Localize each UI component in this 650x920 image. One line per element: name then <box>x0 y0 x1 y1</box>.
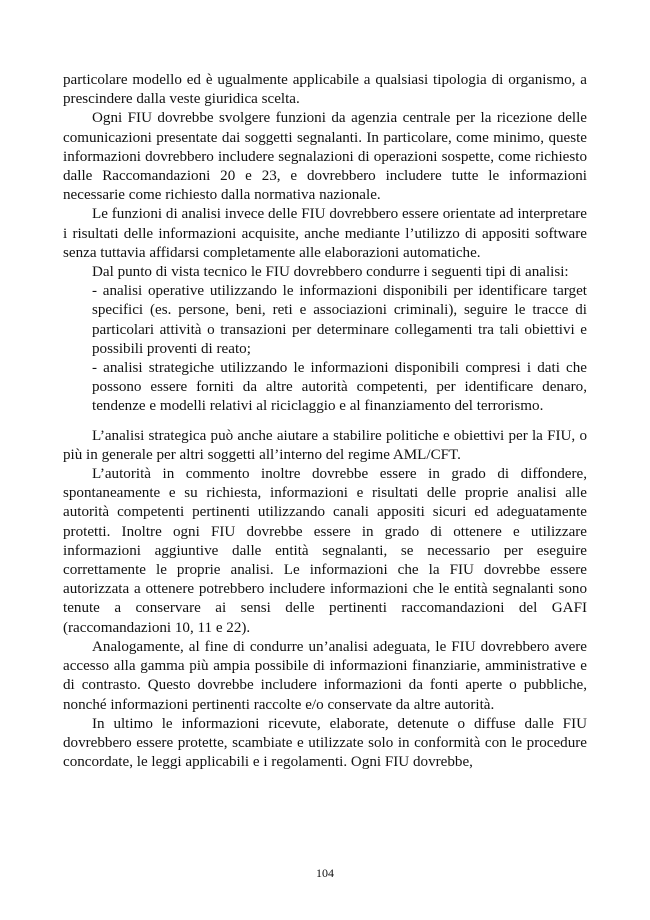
paragraph: L’autorità in commento inoltre dovrebbe essere in grado di diffondere, spontaneamente e su richiesta, informazioni e risultati delle proprie analisi alle autorità competenti pertinenti utilizzando canali appositi sicuri ed adeguatamente protetti. Inoltre ogni FIU dovrebbe essere in grado di ottenere e utilizzare informazioni aggiuntive dalle entità segnalanti, se necessario per eseguire correttamente le proprie analisi. Le informazioni che la FIU dovrebbe essere autorizzata a ottenere potrebbero includere informazioni che le entità segnalanti sono tenute a conservare ai sensi delle pertinenti raccomandazioni del GAFI (raccomandazioni 10, 11 e 22). <box>63 466 587 636</box>
paragraph: particolare modello ed è ugualmente applicabile a qualsiasi tipologia di organismo, a prescindere dalla veste giuridica scelta. <box>63 72 587 108</box>
list-item: - analisi strategiche utilizzando le informazioni disponibili compresi i dati che possono essere forniti da altre autorità competenti, per identificare denaro, tendenze e modelli relativi al riciclaggio e al finanziamento del terrorismo. <box>92 360 587 415</box>
paragraph: Ogni FIU dovrebbe svolgere funzioni da agenzia centrale per la ricezione delle comunicazioni presentate dai soggetti segnalanti. In particolare, come minimo, queste informazioni dovrebbero includere segnalazioni di operazioni sospette, come richiesto dalle Raccomandazioni 20 e 23, e dovrebbero includere tutte le informazioni necessarie come richiesto dalla normativa nazionale. <box>63 110 587 204</box>
paragraph: Le funzioni di analisi invece delle FIU dovrebbero essere orientate ad interpretare i risultati delle informazioni acquisite, anche mediante l’utilizzo di appositi software senza tuttavia affidarsi completamente alle elaborazioni automatiche. <box>63 206 587 261</box>
paragraph: Analogamente, al fine di condurre un’analisi adeguata, le FIU dovrebbero avere accesso alla gamma più ampia possibile di informazioni finanziarie, amministrative e di contrasto. Questo dovrebbe includere informazioni da fonti aperte o pubbliche, nonché informazioni pertinenti raccolte e/o conservate da altre autorità. <box>63 638 587 713</box>
paragraph: Dal punto di vista tecnico le FIU dovrebbero condurre i seguenti tipi di analisi: <box>92 264 569 281</box>
document-body <box>63 71 587 772</box>
paragraph: In ultimo le informazioni ricevute, elaborate, detenute o diffuse dalle FIU dovrebbero essere protette, scambiate e utilizzate solo in conformità con le procedure concordate, le leggi applicabili e i regolamenti. Ogni FIU dovrebbe, <box>63 715 587 771</box>
page-number: 104 <box>316 866 334 880</box>
analysis-types-list <box>63 282 587 416</box>
list-item: - analisi operative utilizzando le informazioni disponibili per identificare target specifici (es. persone, beni, reti e associazioni criminali), seguire le tracce di particolari attività o transazioni per determinare collegamenti tra tali obiettivi e possibili proventi di reato; <box>92 283 587 357</box>
paragraph: L’analisi strategica può anche aiutare a stabilire politiche e obiettivi per la FIU, o più in generale per altri soggetti all’interno del regime AML/CFT. <box>63 427 587 463</box>
spacer <box>63 417 587 427</box>
